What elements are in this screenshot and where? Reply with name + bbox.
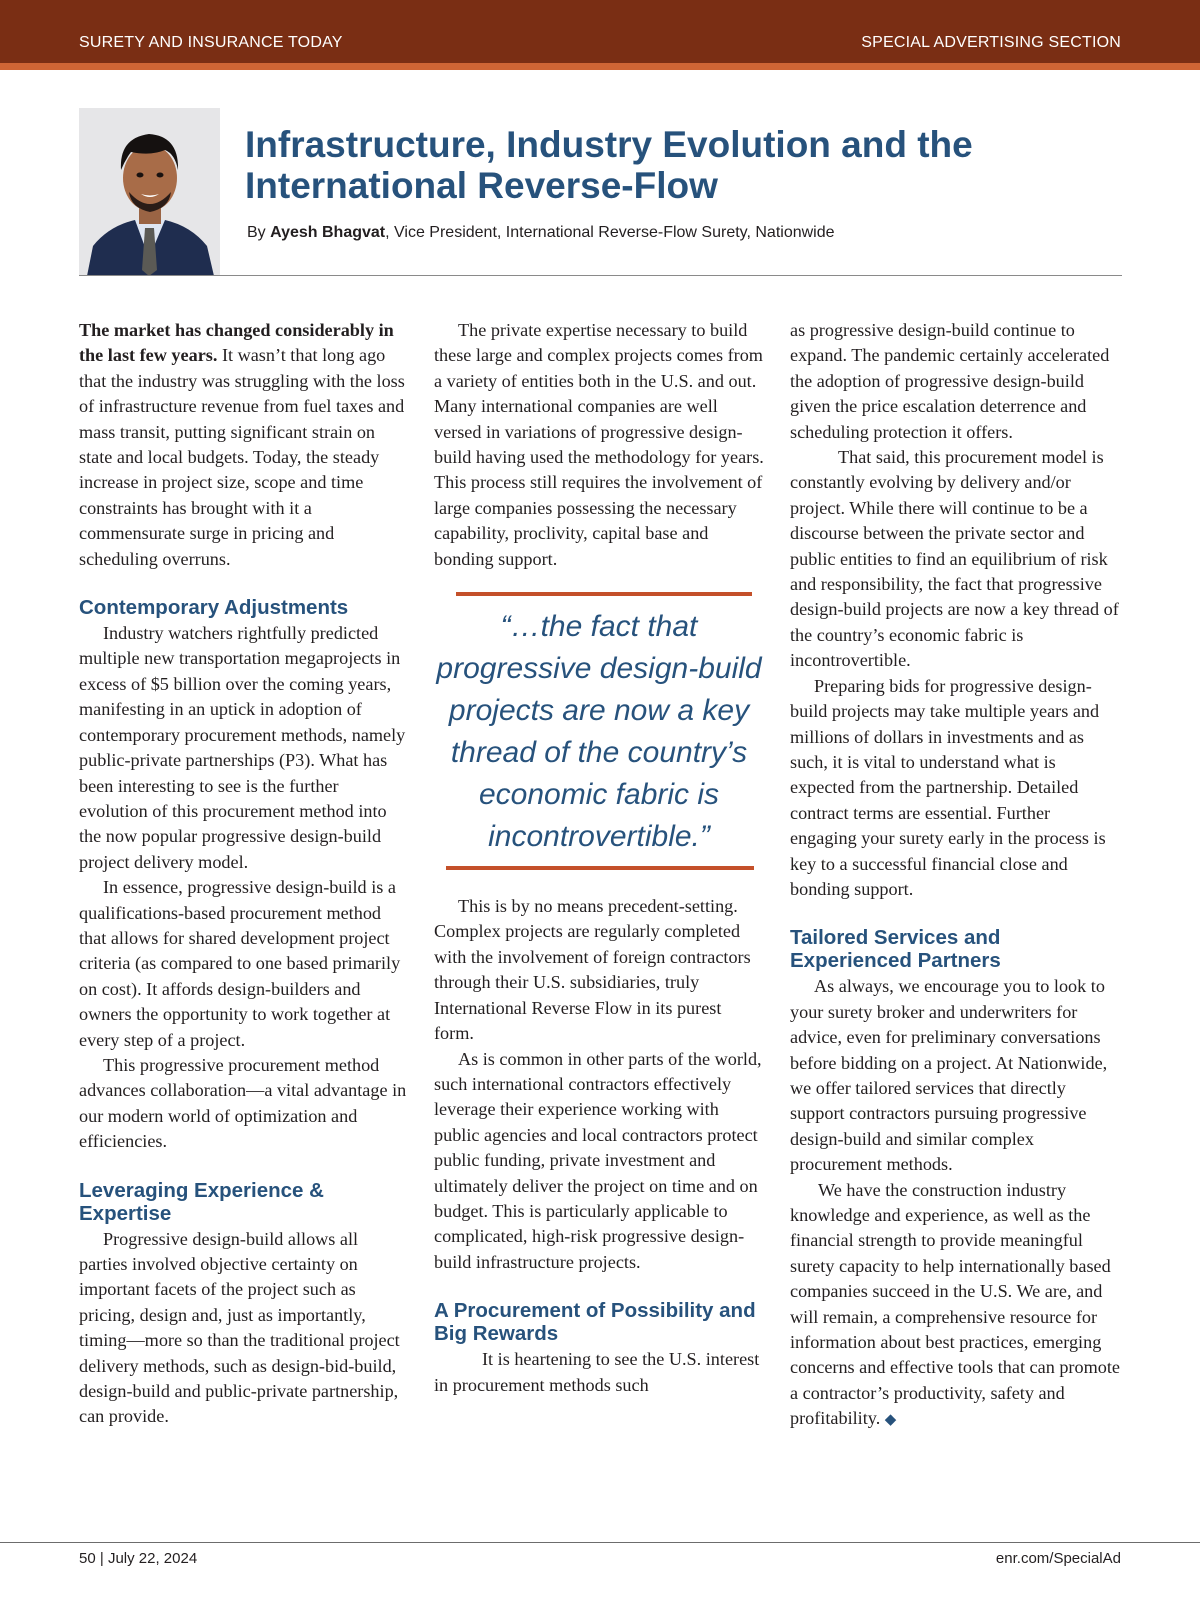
pull-quote-bottom-rule xyxy=(446,866,754,870)
byline-prefix: By xyxy=(247,224,266,241)
publication-name: SURETY AND INSURANCE TODAY xyxy=(79,34,343,51)
lead-in: The market has changed considerably in the last few years. xyxy=(79,320,394,366)
author-name: Ayesh Bhagvat xyxy=(270,224,386,241)
paragraph: Preparing bids for progressive design-build projects may take multiple years and millions of dollars in investments and as such, it is vital to understand what is expected from the partnership. Detailed contract terms are essential. Further engaging your surety early in the process is key to a successful financial close and bonding support. xyxy=(790,675,1106,899)
subheading-procurement: A Procurement of Possibility and Big Rewards xyxy=(434,1299,756,1346)
paragraph-text: It wasn’t that long ago that the industry was struggling with the loss of infrastructure revenue from fuel taxes and mass transit, putting significant strain on state and local budgets. Today, the steady increase in project size, scope and time constraints has brought with it a commensurate surge in pricing and scheduling overruns. xyxy=(79,345,405,569)
page-number: 50 xyxy=(79,1550,96,1567)
paragraph: As always, we encourage you to look to your surety broker and underwriters for advice, even for preliminary conversations before bidding on a project. At Nationwide, we offer tailored services that directly support contractors pursuing progressive design-build and similar complex procurement methods. xyxy=(790,976,1108,1175)
paragraph: It is heartening to see the U.S. interest in procurement methods such xyxy=(434,1349,760,1395)
footer-url: enr.com/SpecialAd xyxy=(995,1550,1121,1567)
paragraph: Progressive design-build allows all parties involved objective certainty on important facets of the project such as pricing, design and, just as importantly, timing—more so than the traditional project delivery methods, such as design-bid-build, design-build and public-private partnership, can provide. xyxy=(79,1228,400,1427)
paragraph: Industry watchers rightfully predicted multiple new transportation megaprojects in excess of $5 billion over the coming years, manifesting in an uptick in adoption of contemporary procurement methods, namely public-private partnerships (P3). What has been interesting to see is the further evolution of this procurement method into the now popular progressive design-build project delivery model. xyxy=(79,623,406,872)
subheading-tailored: Tailored Services and Experienced Partners xyxy=(790,926,1001,973)
section-label: SPECIAL ADVERTISING SECTION xyxy=(861,34,1121,51)
column-2 xyxy=(434,318,764,1398)
footer-divider xyxy=(0,1542,1200,1543)
paragraph: As is common in other parts of the world, such international contractors effectively leverage their experience working with public agencies and local contractors protect public funding, private investment and ultimately deliver the project on time and on budget. This is particularly applicable to complicated, high-risk progressive design-build infrastructure projects. xyxy=(434,1048,762,1272)
paragraph: This is by no means precedent-setting. Complex projects are regularly completed with the involvement of foreign contractors through their U.S. subsidiaries, truly International Reverse Flow in its purest form. xyxy=(434,896,751,1044)
paragraph: The private expertise necessary to build these large and complex projects comes from a variety of entities both in the U.S. and out. Many international companies are well versed in variations of progressive design-build having used the methodology for years. This process still requires the involvement of large companies possessing the necessary capability, proclivity, capital base and bonding support. xyxy=(434,320,764,569)
footer-separator: | xyxy=(99,1550,104,1567)
paragraph-text: We have the construction industry knowledge and experience, as well as the financial strength to provide meaningful surety capacity to help internationally based companies succeed in the U.S. We are, and will remain, a comprehensive resource for information about best practices, emerging concerns and effective tools that can promote a contractor’s productivity, safety and profitability. xyxy=(790,1179,1120,1429)
column-1 xyxy=(79,318,409,1430)
pull-quote-top-rule xyxy=(456,592,752,596)
footer-page-info xyxy=(79,1550,197,1567)
paragraph: This progressive procurement method advances collaboration—a vital advantage in our modern world of optimization and efficiencies. xyxy=(79,1054,407,1152)
author-role: , Vice President, International Reverse-Flow Surety, Nationwide xyxy=(385,224,835,241)
issue-date: July 22, 2024 xyxy=(107,1550,198,1567)
paragraph: as progressive design-build continue to expand. The pandemic certainly accelerated the adoption of progressive design-build given the price escalation deterrence and scheduling protection it offers. xyxy=(790,320,1110,442)
author-portrait-icon xyxy=(79,108,220,276)
author-photo xyxy=(79,108,220,276)
header-bar xyxy=(0,0,1200,70)
subheading-contemporary: Contemporary Adjustments xyxy=(79,596,349,620)
end-mark-diamond-icon: ◆ xyxy=(884,1412,897,1429)
article-title: Infrastructure, Industry Evolution and the International Reverse-Flow xyxy=(245,124,973,206)
pull-quote-text: “…the fact that progressive design-build projects are now a key thread of the country’s economic fabric is incontrovertible.” xyxy=(436,610,762,854)
header-divider xyxy=(79,275,1122,276)
paragraph: In essence, progressive design-build is a qualifications-based procurement method that allows for shared development project criteria (as compared to one based primarily on cost). It affords design-builders and owners the opportunity to work together at every step of a project. xyxy=(79,877,401,1050)
paragraph xyxy=(790,1178,1120,1434)
pull-quote xyxy=(434,592,764,870)
column-3 xyxy=(790,318,1120,1434)
paragraph xyxy=(79,318,409,572)
paragraph: That said, this procurement model is constantly evolving by delivery and/or project. While there will continue to be a discourse between the private sector and public entities to find an equilibrium of risk and responsibility, the fact that progressive design-build projects are now a key thread of the country’s economic fabric is incontrovertible. xyxy=(790,447,1119,671)
byline xyxy=(247,224,1127,242)
subheading-leveraging: Leveraging Experience & Expertise xyxy=(79,1178,324,1225)
